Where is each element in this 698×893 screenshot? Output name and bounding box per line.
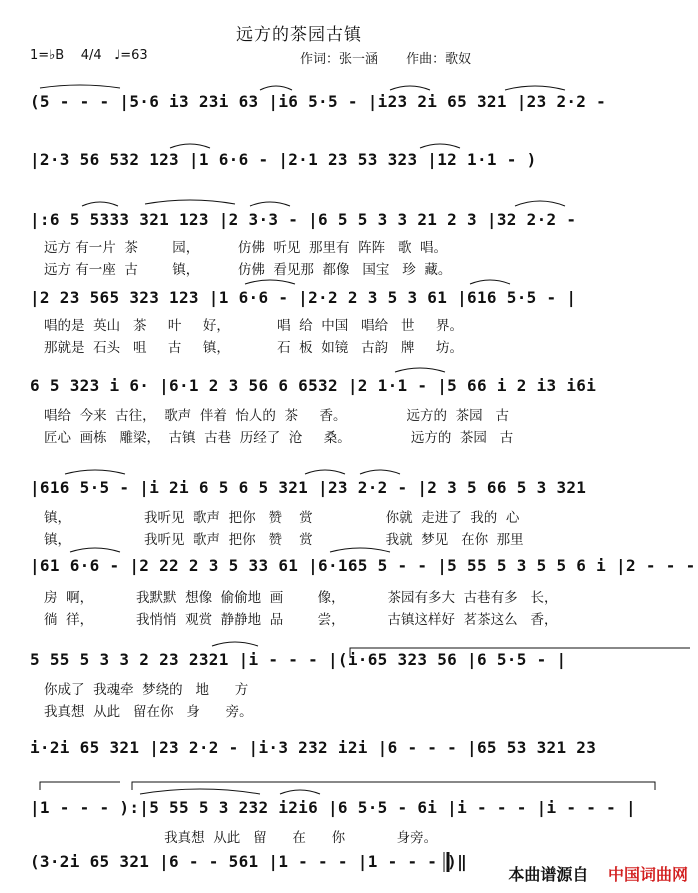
score-row-1: (5 - - - |5·6 i3 23i 63 |i6 5·5 - |i23 2i 65 321 |23 2·2 - xyxy=(30,92,607,111)
credits xyxy=(300,48,495,67)
lyric-line: 我真想 从此 留在你 身 旁。 xyxy=(44,704,253,720)
lyric-line: 远方 有一片 茶 园， 仿佛 听见 那里有 阵阵 歌 唱。 xyxy=(44,240,448,256)
lyric-line: 镇， 我听见 歌声 把你 赞 赏 你就 走进了 我的 心 xyxy=(44,510,520,526)
slur xyxy=(305,470,345,474)
footer-site-label[interactable]: 中国词曲网 xyxy=(607,865,688,884)
slur xyxy=(390,86,430,90)
lyric-line: 唱给 今来 古往， 歌声 伴着 怡人的 茶 香。 远方的 茶园 古 xyxy=(44,408,509,424)
score-row-9: i·2i 65 321 |23 2·2 - |i·3 232 i2i |6 - - - |65 53 321 23 xyxy=(30,738,597,757)
footer-source-label: 本曲谱源自 xyxy=(508,865,589,884)
slur xyxy=(505,86,565,90)
slur xyxy=(65,470,125,474)
lyric-line: 房 啊， 我默默 想像 偷偷地 画 像， 茶园有多大 古巷有多 长， xyxy=(44,590,558,606)
page-title: 远方的茶园古镇 xyxy=(236,25,362,45)
key-signature: 1=♭B xyxy=(30,48,65,63)
score-row-6: |616 5·5 - |i 2i 6 5 6 5 321 |23 2·2 - |2 3 5 66 5 3 321 xyxy=(30,478,587,497)
lyric-line: 你成了 我魂牵 梦绕的 地 方 xyxy=(44,682,249,698)
lyric-line: 镇， 我听见 歌声 把你 赞 赏 我就 梦见 在你 那里 xyxy=(44,532,524,548)
lyric-line: 远方 有一座 古 镇， 仿佛 看见那 都像 国宝 珍 藏。 xyxy=(44,262,452,278)
slur xyxy=(212,642,258,646)
composer: 作曲：歌奴 xyxy=(406,52,472,67)
lyric-line: 徜 徉， 我悄悄 观赏 静静地 品 尝， 古镇这样好 茗茶这么 香， xyxy=(44,612,558,628)
lyric-line: 那就是 石头 咀 古 镇， 石 板 如镜 古韵 牌 坊。 xyxy=(44,340,463,356)
slur xyxy=(245,280,295,284)
slur xyxy=(395,368,445,372)
slur xyxy=(70,548,120,552)
slur xyxy=(470,280,510,284)
volta-bracket-1 xyxy=(40,782,120,790)
score-row-7: |61 6·6 - |2 22 2 3 5 33 61 |6·165 5 - - |5 55 5 3 5 5 6 i |2 - - - xyxy=(30,556,696,575)
key-tempo-line xyxy=(30,48,148,63)
slur xyxy=(260,86,292,90)
score-row-8: 5 55 5 3 3 2 23 2321 |i - - - |(i·65 323 56 |6 5·5 - | xyxy=(30,650,567,669)
score-row-10: |1 - - - ):|5 55 5 3 232 i2i6 |6 5·5 - 6i |i - - - |i - - - | xyxy=(30,798,636,817)
slur xyxy=(420,144,460,148)
slur xyxy=(82,202,118,206)
lyricist: 作词：张一涵 xyxy=(300,52,379,67)
slur xyxy=(170,144,210,148)
slur xyxy=(360,470,400,474)
time-signature: 4/4 xyxy=(80,48,102,63)
lyric-line: 唱的是 英山 茶 叶 好， 唱 给 中国 唱给 世 界。 xyxy=(44,318,463,334)
score-row-11: (3·2i 65 321 |6 - - 561 |1 - - - |1 - - - )‖ xyxy=(30,852,468,871)
slur xyxy=(140,789,260,794)
lyric-line: 匠心 画栋 雕梁， 古镇 古巷 历经了 沧 桑。 远方的 茶园 古 xyxy=(44,430,514,446)
slur xyxy=(330,548,390,552)
footer xyxy=(508,862,688,885)
tempo-marking: ♩=63 xyxy=(114,48,148,63)
slur xyxy=(280,790,320,794)
lyric-line: 我真想 从此 留 在 你 身旁。 xyxy=(44,830,438,846)
slur xyxy=(145,200,235,204)
slur xyxy=(515,201,565,206)
score-row-4: |2 23 565 323 123 |1 6·6 - |2·2 2 3 5 3 61 |616 5·5 - | xyxy=(30,288,577,307)
score-row-2: |2·3 56 532 123 |1 6·6 - |2·1 23 53 323 |12 1·1 - ) xyxy=(30,150,537,169)
slur xyxy=(250,202,290,206)
volta-bracket-2 xyxy=(132,782,655,790)
score-row-3: |:6 5 5333 321 123 |2 3·3 - |6 5 5 3 3 21 2 3 |32 2·2 - xyxy=(30,210,577,229)
slur xyxy=(40,85,120,88)
score-row-5: 6 5 323 i 6· |6·1 2 3 56 6 6532 |2 1·1 - |5 66 i 2 i3 i6i xyxy=(30,376,597,395)
